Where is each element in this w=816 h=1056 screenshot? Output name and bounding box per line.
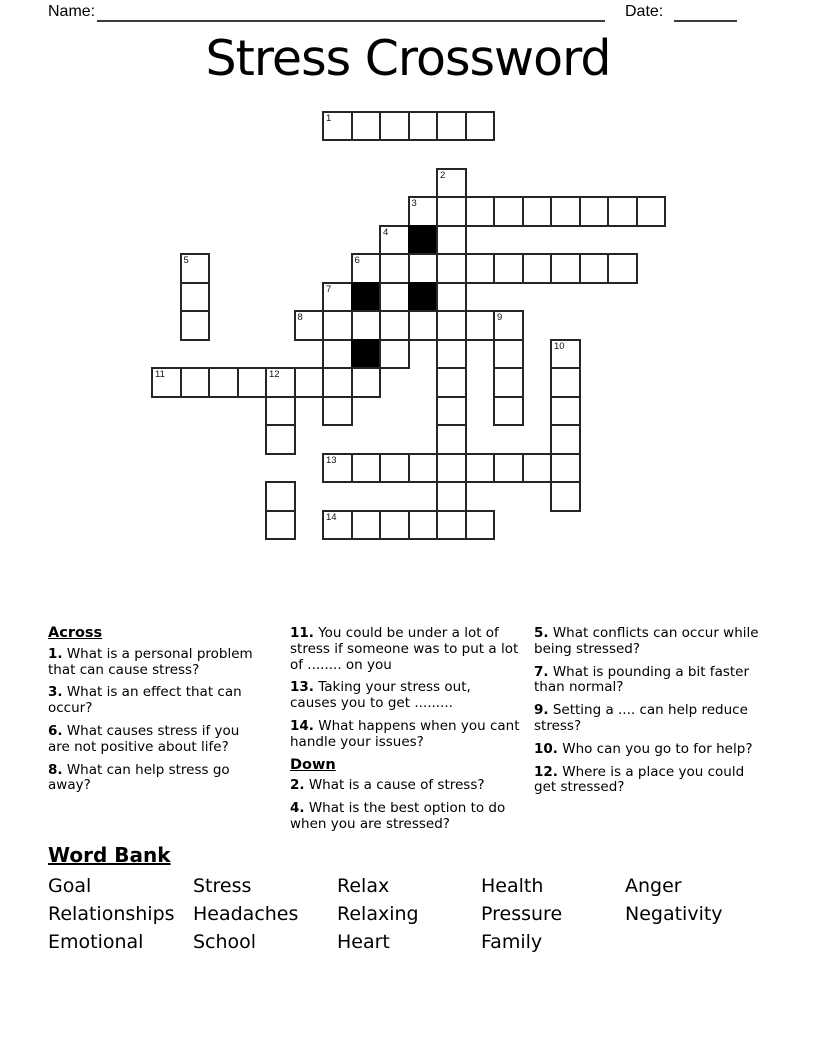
clue-text: What is an effect that can occur?	[48, 684, 242, 717]
grid-cell	[493, 310, 524, 341]
clue-text: You could be under a lot of stress if someone was to put a lot of ........ on you	[290, 625, 519, 673]
clue-text: What causes stress if you are not positive about life?	[48, 722, 240, 755]
grid-cell-number: 11	[155, 369, 165, 380]
grid-cell-number: 4	[383, 226, 389, 238]
grid-cell	[550, 367, 581, 398]
grid-cell	[322, 396, 353, 427]
word-bank-word: Pressure	[481, 903, 563, 925]
grid-cell	[265, 481, 296, 512]
grid-cell	[351, 367, 382, 398]
word-bank-word: Anger	[625, 875, 682, 897]
grid-cell-number: 6	[354, 255, 360, 266]
grid-cell	[379, 253, 410, 284]
clue-down-2	[290, 778, 520, 794]
grid-cell	[237, 367, 268, 398]
grid-cell	[522, 253, 553, 284]
grid-cell	[493, 196, 524, 227]
grid-cell-number: 3	[411, 198, 417, 209]
grid-cell	[408, 510, 439, 541]
grid-cell	[351, 253, 382, 284]
grid-cell	[550, 481, 581, 512]
grid-cell	[436, 339, 467, 370]
grid-cell	[379, 282, 410, 313]
clue-column-middle	[290, 626, 520, 840]
grid-cell-number: 12	[269, 369, 280, 380]
grid-cell	[436, 453, 467, 484]
grid-cell-number: 1	[326, 112, 332, 124]
grid-cell-number: 8	[297, 312, 303, 323]
clue-number: 5.	[534, 625, 549, 641]
grid-cell	[180, 282, 211, 313]
word-bank-heading: Word Bank	[48, 843, 171, 867]
clue-number: 6.	[48, 722, 63, 739]
grid-cell	[408, 253, 439, 284]
clue-number: 1.	[48, 645, 63, 662]
clue-text: Taking your stress out, causes you to get .........	[290, 679, 471, 712]
grid-cell	[493, 396, 524, 427]
date-label: Date:	[625, 3, 664, 20]
word-bank-word: Relax	[337, 875, 390, 897]
grid-cell	[294, 310, 325, 341]
clue-across-8	[48, 763, 264, 795]
grid-cell	[322, 453, 353, 484]
clue-down-7	[534, 665, 764, 697]
page-title: Stress Crossword	[205, 30, 611, 87]
clue-number: 14.	[290, 717, 314, 734]
clue-text: What is a personal problem that can cause stress?	[48, 645, 253, 678]
grid-cell	[265, 424, 296, 455]
grid-cell	[408, 453, 439, 484]
clue-across-1	[48, 647, 264, 679]
grid-cell	[436, 510, 467, 541]
grid-cell	[465, 310, 496, 341]
word-bank-word: Relationships	[48, 903, 175, 925]
word-bank-word: Family	[481, 931, 543, 953]
word-bank-word: Emotional	[48, 931, 144, 953]
clue-down-4	[290, 801, 520, 833]
grid-cell	[550, 453, 581, 484]
grid-cell-number: 9	[497, 312, 503, 323]
grid-cell	[436, 424, 467, 455]
grid-cell	[351, 453, 382, 484]
grid-cell-number: 14	[326, 511, 337, 523]
grid-cell-black	[351, 339, 382, 370]
grid-cell	[265, 367, 296, 398]
clue-text: What is pounding a bit faster than normal?	[534, 663, 750, 696]
clue-number: 9.	[534, 702, 549, 719]
grid-cell	[180, 253, 211, 284]
clue-across-11	[290, 626, 520, 673]
grid-cell	[436, 168, 467, 199]
grid-cell	[436, 367, 467, 398]
grid-cell	[522, 196, 553, 227]
grid-cell	[265, 510, 296, 541]
clue-text: What is a cause of stress?	[308, 777, 485, 794]
grid-cell	[436, 282, 467, 313]
clue-text: Setting a .... can help reduce stress?	[534, 702, 748, 734]
word-bank-word: Headaches	[193, 903, 299, 925]
grid-cell	[493, 453, 524, 484]
grid-cell	[322, 111, 353, 142]
grid-cell	[607, 253, 638, 284]
grid-cell	[550, 253, 581, 284]
grid-cell-black	[408, 282, 439, 313]
grid-cell	[465, 253, 496, 284]
grid-cell	[465, 453, 496, 484]
grid-cell	[379, 510, 410, 541]
grid-cell-number: 13	[326, 454, 337, 466]
clue-number: 4.	[290, 800, 305, 817]
word-bank-word: Negativity	[625, 903, 723, 925]
clue-down-10	[534, 742, 764, 758]
grid-cell	[379, 111, 410, 142]
clue-text: Who can you go to for help?	[562, 740, 753, 757]
grid-cell	[408, 310, 439, 341]
grid-cell	[550, 196, 581, 227]
clue-down-9	[534, 703, 764, 735]
word-bank-word: Stress	[193, 875, 252, 897]
clue-across-14	[290, 719, 520, 751]
word-bank-word: School	[193, 931, 257, 953]
clue-down-5	[534, 626, 764, 658]
grid-cell	[436, 481, 467, 512]
grid-cell	[322, 367, 353, 398]
grid-cell-black	[408, 225, 439, 256]
grid-cell-number: 10	[554, 340, 565, 352]
grid-cell-number: 5	[183, 255, 189, 266]
clue-number: 2.	[290, 777, 305, 794]
clue-text: What happens when you cant handle your issues?	[290, 717, 520, 750]
grid-cell	[408, 111, 439, 142]
grid-cell	[379, 225, 410, 256]
clue-number: 8.	[48, 761, 63, 778]
clue-down-12	[534, 765, 764, 797]
grid-cell	[436, 310, 467, 341]
grid-cell	[493, 253, 524, 284]
word-bank-word: Health	[481, 875, 544, 897]
grid-cell	[322, 339, 353, 370]
grid-cell	[493, 367, 524, 398]
grid-cell	[322, 282, 353, 313]
clue-text: What conflicts can occur while being stressed?	[534, 625, 759, 657]
grid-cell-number: 2	[440, 169, 446, 181]
grid-cell	[436, 225, 467, 256]
grid-cell	[379, 453, 410, 484]
word-bank-word: Goal	[48, 875, 92, 897]
down-heading: Down	[290, 756, 336, 773]
grid-cell	[351, 310, 382, 341]
clue-number: 13.	[290, 679, 314, 696]
grid-cell	[579, 196, 610, 227]
grid-cell	[294, 367, 325, 398]
grid-cell	[379, 310, 410, 341]
grid-cell	[436, 253, 467, 284]
grid-cell	[180, 310, 211, 341]
grid-cell	[550, 339, 581, 370]
clue-across-6	[48, 724, 264, 756]
grid-cell	[351, 111, 382, 142]
clue-number: 3.	[48, 684, 63, 701]
clue-across-3	[48, 685, 264, 717]
word-bank	[48, 872, 788, 956]
grid-cell	[436, 396, 467, 427]
grid-cell	[436, 196, 467, 227]
across-heading: Across	[48, 625, 103, 641]
grid-cell	[322, 310, 353, 341]
clue-number: 10.	[534, 740, 558, 757]
grid-cell	[436, 111, 467, 142]
grid-cell	[322, 510, 353, 541]
word-bank-word: Relaxing	[337, 903, 419, 925]
grid-cell	[208, 367, 239, 398]
clue-number: 11.	[290, 625, 314, 641]
name-label: Name:	[48, 3, 96, 20]
grid-cell	[550, 424, 581, 455]
word-bank-word: Heart	[337, 931, 390, 953]
grid-cell	[465, 196, 496, 227]
grid-cell	[180, 367, 211, 398]
grid-cell	[465, 111, 496, 142]
grid-cell	[151, 367, 182, 398]
grid-cell-black	[351, 282, 382, 313]
grid-cell	[265, 396, 296, 427]
grid-cell	[607, 196, 638, 227]
grid-cell	[636, 196, 667, 227]
grid-cell	[550, 396, 581, 427]
clue-number: 7.	[534, 663, 549, 680]
grid-cell	[408, 196, 439, 227]
clue-column-across	[48, 626, 264, 801]
clue-across-13	[290, 680, 520, 712]
grid-cell	[522, 453, 553, 484]
clue-text: Where is a place you could get stressed?	[534, 763, 745, 796]
grid-cell	[493, 339, 524, 370]
grid-cell	[379, 339, 410, 370]
grid-cell	[465, 510, 496, 541]
grid-cell-number: 7	[326, 283, 332, 295]
grid-cell	[579, 253, 610, 284]
clue-text: What is the best option to do when you are stressed?	[290, 800, 506, 832]
clue-number: 12.	[534, 763, 558, 780]
clue-column-down	[534, 626, 764, 803]
clue-text: What can help stress go away?	[48, 761, 230, 794]
grid-cell	[351, 510, 382, 541]
